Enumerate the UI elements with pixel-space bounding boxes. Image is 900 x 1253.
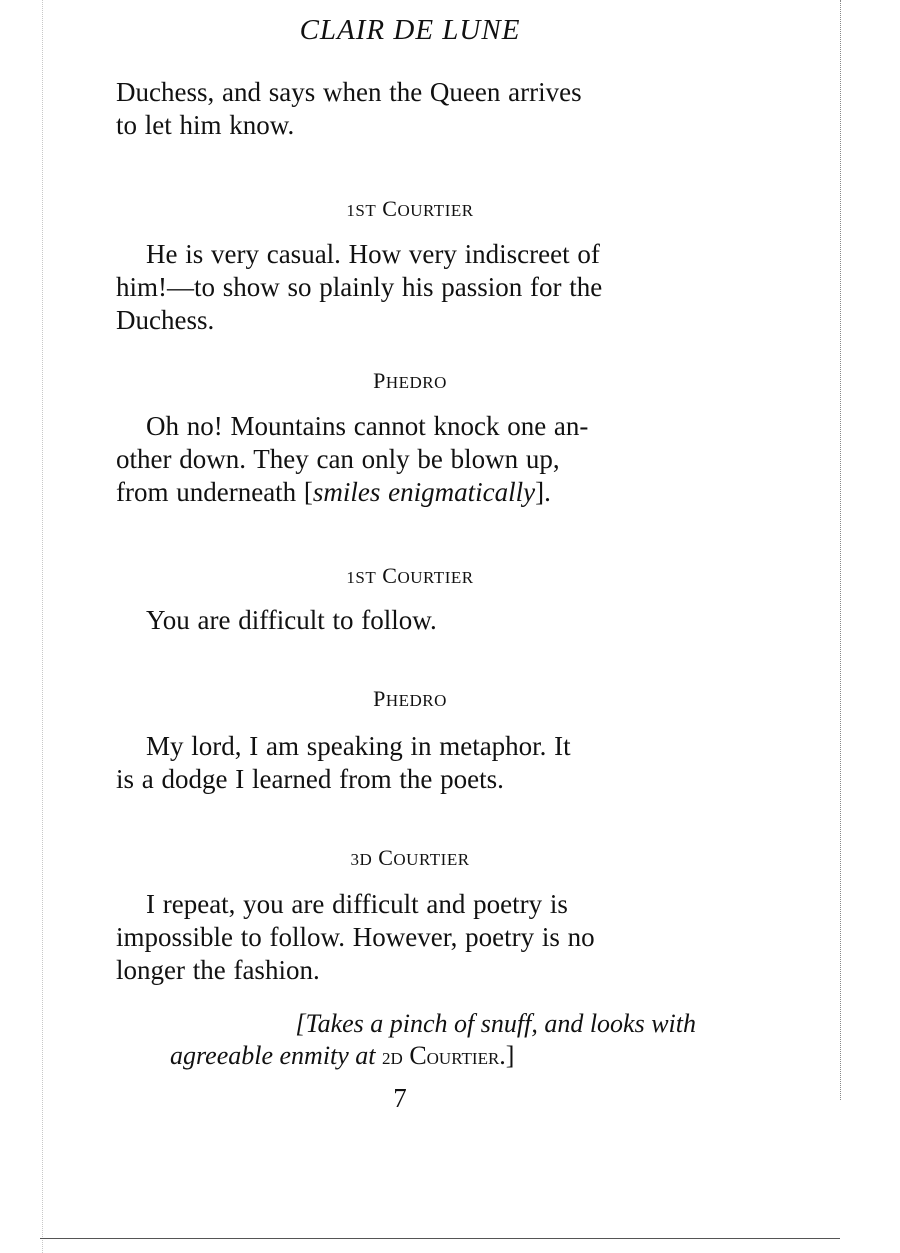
speaker-heading <box>110 196 710 222</box>
bottom-rule <box>40 1238 840 1239</box>
speaker-rest: HEDRO <box>385 691 447 710</box>
stage-direction-line <box>170 1041 514 1070</box>
stage-direction-line: [Takes a pinch of snuff, and looks with <box>295 1009 696 1038</box>
stage-direction-end: .] <box>499 1041 515 1070</box>
speech-1st-courtier <box>116 238 700 337</box>
speech-line: other down. They can only be blown up, <box>116 444 560 474</box>
speaker-number: 1ST <box>346 201 377 220</box>
speech-phedro <box>116 410 700 509</box>
speech-line: I repeat, you are difficult and poetry is <box>146 889 568 919</box>
page-edge-right <box>840 0 841 1100</box>
stage-direction-inline: smiles enigmatically <box>312 477 536 507</box>
speaker-rest: OURTIER <box>393 850 470 869</box>
speech-line <box>116 476 700 509</box>
speech-line: You are difficult to follow. <box>146 605 437 635</box>
speaker-rest: OURTIER <box>397 201 474 220</box>
speech-line: Duchess, and says when the Queen arrives <box>116 77 582 107</box>
speech-line: impossible to follow. However, poetry is no <box>116 922 595 952</box>
speaker-initial: C <box>378 845 394 870</box>
speaker-heading <box>110 686 710 712</box>
speaker-initial: P <box>373 368 386 393</box>
speech-continued <box>116 76 700 142</box>
speech-line: My lord, I am speaking in metaphor. It <box>146 731 571 761</box>
speech-line: is a dodge I learned from the poets. <box>116 764 504 794</box>
page-number: 7 <box>393 1083 407 1113</box>
speech-text: ]. <box>535 477 551 507</box>
speech-text: from underneath [ <box>116 477 313 507</box>
speech-3d-courtier <box>116 888 700 987</box>
speech-line: to let him know. <box>116 110 295 140</box>
speech-line: Duchess. <box>116 305 215 335</box>
speech-line: him!—to show so plainly his passion for the <box>116 272 603 302</box>
running-head: CLAIR DE LUNE <box>299 14 521 46</box>
speaker-initial: C <box>382 563 398 588</box>
speech-phedro <box>116 730 700 796</box>
speech-line: longer the fashion. <box>116 955 320 985</box>
speaker-heading <box>110 845 710 871</box>
speech-line: Oh no! Mountains cannot knock one an- <box>146 411 589 441</box>
stage-direction-initial: C <box>402 1041 427 1070</box>
stage-direction-text: agreeable enmity at <box>170 1041 383 1070</box>
speaker-number: 3D <box>350 850 373 869</box>
stage-direction-rest: OURTIER <box>426 1049 500 1068</box>
speaker-number: 1ST <box>346 568 377 587</box>
stage-direction-number: 2D <box>382 1049 403 1068</box>
speaker-rest: HEDRO <box>385 373 447 392</box>
speaker-rest: OURTIER <box>397 568 474 587</box>
speaker-heading <box>110 563 710 589</box>
speaker-heading <box>110 368 710 394</box>
page-edge-left <box>42 0 43 1253</box>
speech-1st-courtier <box>116 604 700 637</box>
speech-line: He is very casual. How very indiscreet of <box>146 239 600 269</box>
stage-direction <box>170 1008 696 1075</box>
speaker-initial: P <box>373 686 386 711</box>
speaker-initial: C <box>382 196 398 221</box>
